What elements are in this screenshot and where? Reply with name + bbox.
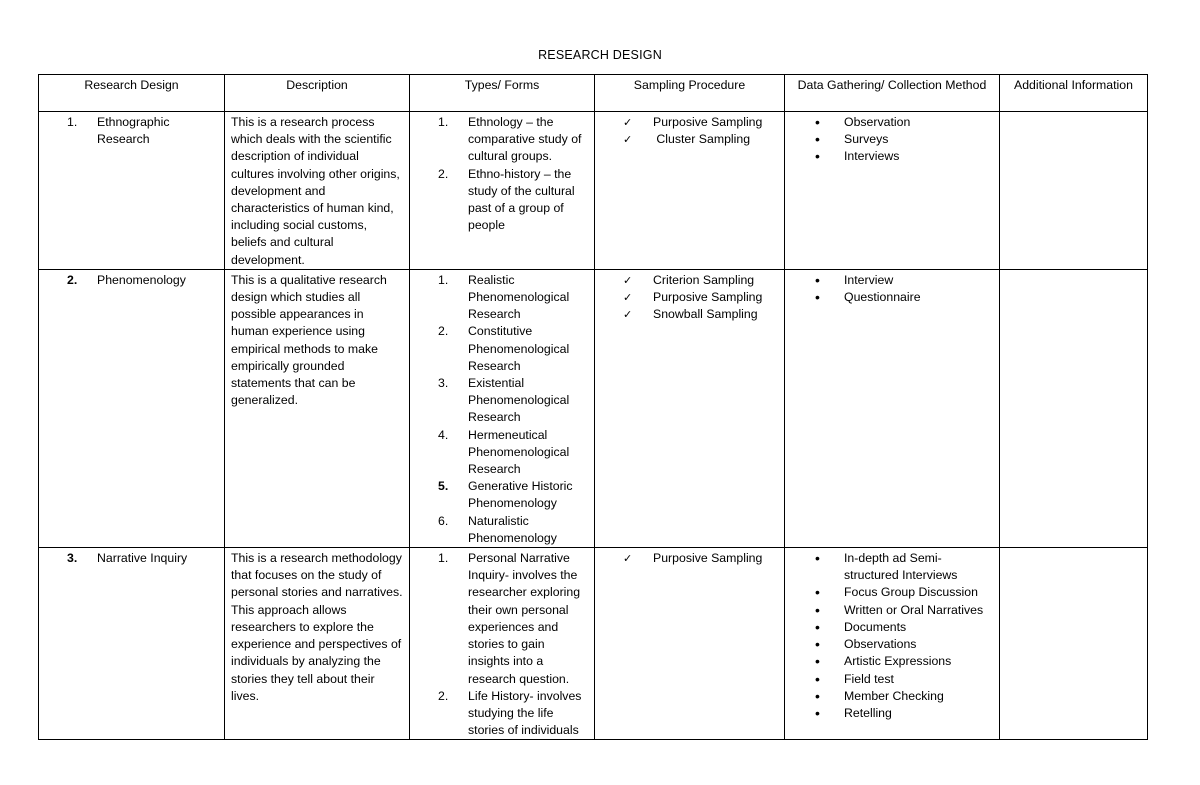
data-gathering-text: Member Checking (844, 688, 944, 703)
data-gathering-cell (785, 548, 1000, 740)
data-gathering-text: Documents (844, 619, 907, 634)
header-data-gathering: Data Gathering/ Collection Method (785, 75, 1000, 112)
data-gathering-text: Focus Group Discussion (844, 585, 978, 600)
bullet-icon: • (815, 704, 820, 721)
list-item (815, 148, 993, 165)
data-gathering-cell (785, 269, 1000, 547)
data-gathering-list (791, 114, 993, 166)
list-item (438, 513, 588, 547)
sampling-cell (595, 269, 785, 547)
type-text: Personal Narrative Inquiry- involves the researcher exploring their own personal experiences and stories to gain insights into a research question. (468, 551, 581, 686)
data-gathering-text: In-depth ad Semi-structured Interviews (844, 551, 958, 583)
data-gathering-text: Retelling (844, 705, 892, 720)
description-cell: This is a qualitative research design which studies all possible appearances in human experience using empirical methods to make empirically grounded statements that can be generalized. (225, 269, 410, 547)
header-sampling-procedure: Sampling Procedure (595, 75, 785, 112)
list-item (815, 584, 993, 601)
list-item (438, 114, 588, 166)
data-gathering-text: Observations (844, 637, 917, 652)
type-number: 1. (438, 551, 449, 566)
data-gathering-list (791, 272, 993, 306)
description-cell: This is a research methodology that focuses on the study of personal stories and narratives. This approach allows researchers to explore the experience and perspectives of individuals by analyzing the stories they tell about their lives. (225, 548, 410, 740)
data-gathering-list (791, 550, 993, 722)
list-item (438, 478, 588, 512)
types-list (416, 114, 588, 234)
list-item (438, 427, 588, 479)
list-item (815, 114, 993, 131)
type-number: 2. (438, 688, 449, 703)
type-text: Naturalistic Phenomenology (468, 513, 557, 545)
checkmark-icon: ✓ (623, 273, 633, 287)
list-item (623, 550, 778, 567)
list-item (623, 131, 778, 148)
checkmark-icon: ✓ (623, 116, 633, 129)
document-title: RESEARCH DESIGN (538, 48, 662, 62)
table-row (39, 112, 1148, 270)
header-row (39, 75, 1148, 112)
type-number: 3. (438, 376, 449, 391)
description-cell: This is a research process which deals with the scientific description of individual cultures involving other origins, development and characteristics of human kind, including social customs, beliefs and cultural development. (225, 112, 410, 270)
type-number: 5. (438, 479, 449, 494)
sampling-text: Purposive Sampling (653, 115, 763, 129)
list-item (815, 705, 993, 722)
checkmark-icon: ✓ (623, 308, 633, 322)
list-item (623, 306, 778, 323)
list-item (623, 114, 778, 131)
sampling-list (601, 272, 778, 324)
list-item (815, 619, 993, 636)
list-item (623, 272, 778, 289)
header-types-forms: Types/ Forms (410, 75, 595, 112)
list-item (438, 688, 588, 740)
list-item (438, 550, 588, 688)
additional-info-cell (1000, 112, 1148, 270)
data-gathering-text: Interview (844, 272, 894, 287)
list-item (815, 688, 993, 705)
types-cell (410, 112, 595, 270)
sampling-text: Purposive Sampling (653, 290, 763, 305)
sampling-cell (595, 548, 785, 740)
type-text: Generative Historic Phenomenology (468, 479, 573, 511)
checkmark-icon: ✓ (623, 133, 633, 147)
type-text: Ethno-history – the study of the cultural past of a group of people (468, 166, 575, 233)
type-number: 1. (438, 272, 449, 287)
types-cell (410, 548, 595, 740)
sampling-cell (595, 112, 785, 270)
type-number: 6. (438, 513, 449, 528)
bullet-icon: • (815, 271, 820, 288)
header-additional-information: Additional Information (1000, 75, 1148, 112)
data-gathering-text: Questionnaire (844, 290, 921, 305)
list-item (815, 653, 993, 670)
bullet-icon: • (815, 131, 820, 148)
sampling-list (601, 550, 778, 567)
type-number: 4. (438, 427, 449, 442)
bullet-icon: • (815, 584, 820, 601)
sampling-list (601, 114, 778, 148)
bullet-icon: • (815, 114, 820, 130)
bullet-icon: • (815, 670, 820, 687)
list-item (815, 550, 993, 584)
checkmark-icon: ✓ (623, 291, 633, 305)
row-number: 1. (67, 115, 78, 129)
type-text: Constitutive Phenomenological Research (468, 324, 570, 373)
row-number: 2. (67, 272, 78, 287)
data-gathering-text: Interviews (844, 149, 900, 164)
type-text: Existential Phenomenological Research (468, 376, 570, 425)
type-number: 2. (438, 324, 449, 339)
table-row (39, 548, 1148, 740)
types-list (416, 272, 588, 547)
type-number: 1. (438, 115, 449, 129)
type-text: Realistic Phenomenological Research (468, 272, 570, 322)
sampling-text: Purposive Sampling (653, 551, 763, 566)
checkmark-icon: ✓ (623, 552, 633, 566)
list-item (438, 323, 588, 375)
bullet-icon: • (815, 289, 820, 306)
data-gathering-cell (785, 112, 1000, 270)
bullet-icon: • (815, 653, 820, 670)
list-item (815, 671, 993, 688)
type-text: Life History- involves studying the life stories of individuals (468, 688, 582, 738)
bullet-icon: • (815, 601, 820, 618)
list-item (438, 166, 588, 235)
table-row (39, 269, 1148, 547)
research-design-name: Narrative Inquiry (97, 551, 188, 566)
research-design-name: Phenomenology (97, 272, 186, 287)
sampling-text: Snowball Sampling (653, 307, 758, 322)
list-item (623, 289, 778, 306)
research-design-cell (39, 269, 225, 547)
types-cell (410, 269, 595, 547)
header-research-design: Research Design (39, 75, 225, 112)
list-item (815, 602, 993, 619)
sampling-text: Criterion Sampling (653, 272, 755, 287)
bullet-icon: • (815, 148, 820, 165)
header-description: Description (225, 75, 410, 112)
bullet-icon: • (815, 618, 820, 635)
list-item (438, 375, 588, 427)
type-number: 2. (438, 166, 449, 181)
list-item (438, 272, 588, 324)
research-design-cell (39, 112, 225, 270)
bullet-icon: • (815, 636, 820, 653)
list-item (815, 131, 993, 148)
list-item (815, 636, 993, 653)
research-design-table (38, 74, 1148, 740)
type-text: Hermeneutical Phenomenological Research (468, 427, 570, 477)
data-gathering-text: Artistic Expressions (844, 654, 952, 669)
data-gathering-text: Field test (844, 671, 894, 686)
bullet-icon: • (815, 550, 820, 567)
sampling-text: Cluster Sampling (653, 132, 751, 147)
research-design-cell (39, 548, 225, 740)
additional-info-cell (1000, 548, 1148, 740)
research-design-name: Ethnographic Research (97, 115, 170, 147)
data-gathering-text: Surveys (844, 132, 889, 147)
bullet-icon: • (815, 687, 820, 704)
type-text: Ethnology – the comparative study of cultural groups. (468, 115, 582, 164)
types-list (416, 550, 588, 739)
list-item (815, 272, 993, 289)
row-number: 3. (67, 551, 78, 566)
data-gathering-text: Observation (844, 115, 911, 129)
list-item (815, 289, 993, 306)
data-gathering-text: Written or Oral Narratives (844, 602, 984, 617)
additional-info-cell (1000, 269, 1148, 547)
